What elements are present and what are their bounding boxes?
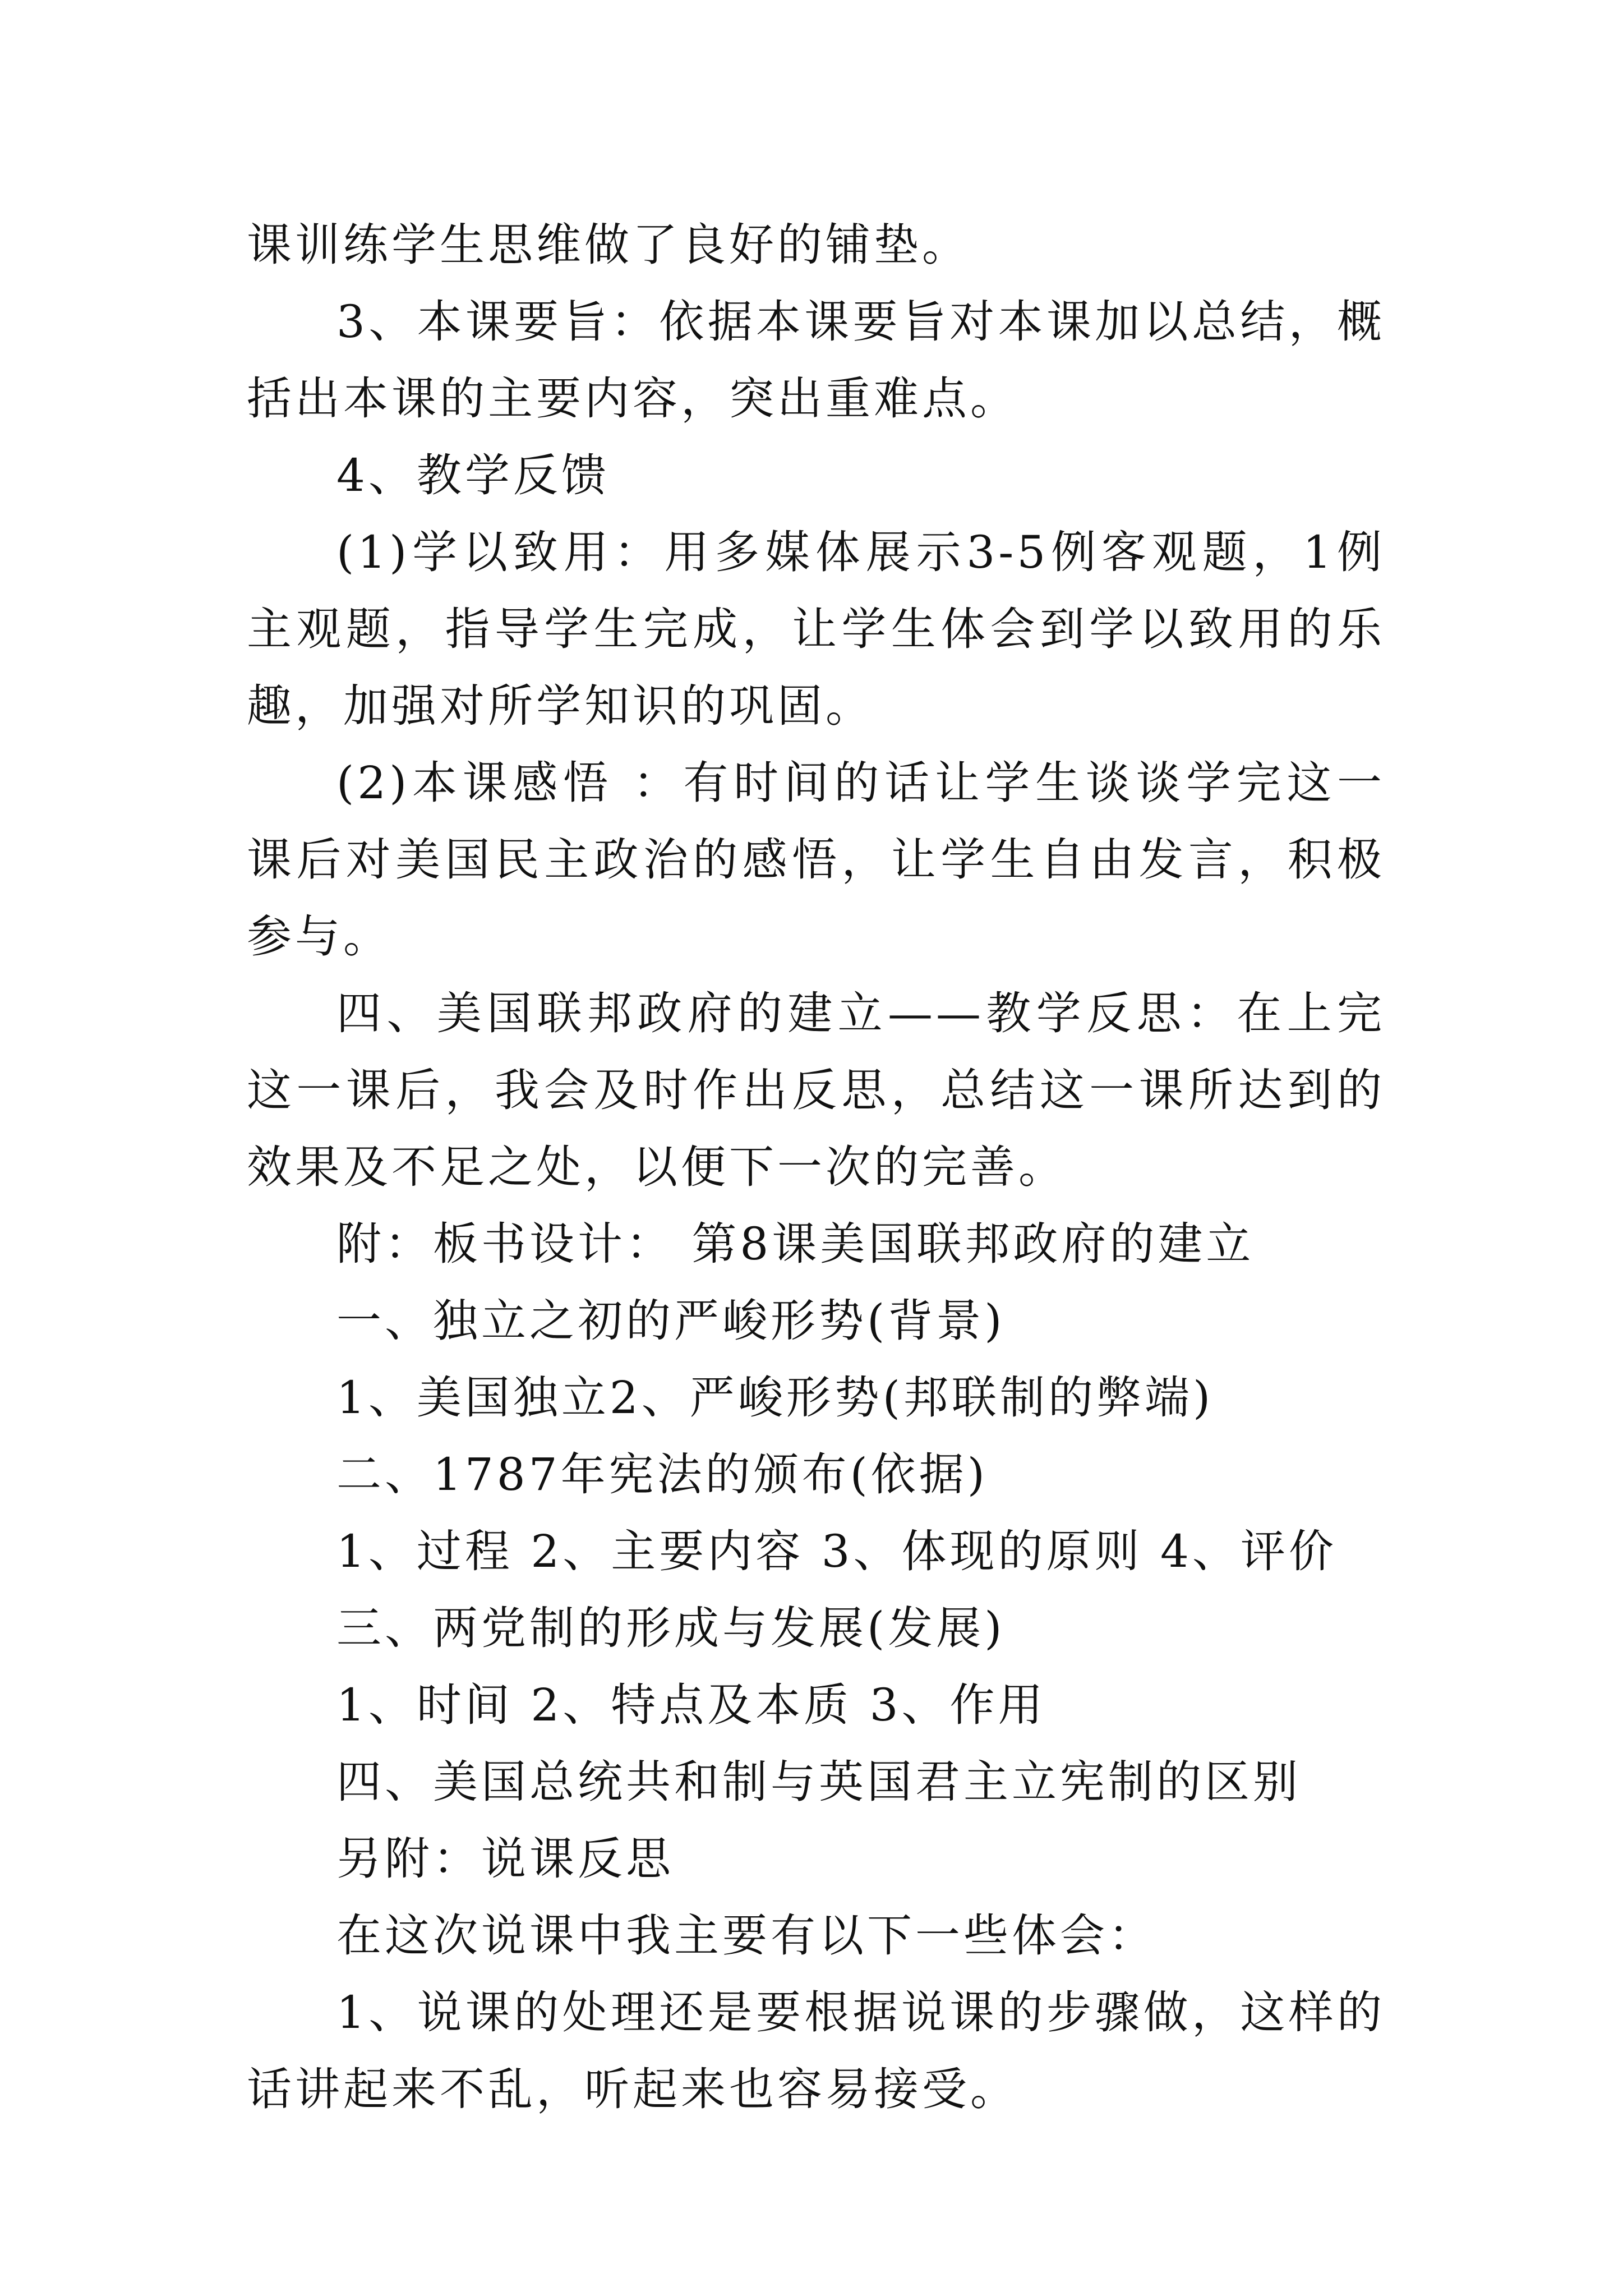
paragraph: 三、两党制的形成与发展(发展): [336, 1602, 1006, 1654]
paragraph: 附：板书设计： 第8课美国联邦政府的建立: [336, 1218, 1255, 1270]
paragraph: (2)本课感悟 ：有时间的话让学生谈谈学完这一课后对美国民主政治的感悟，让学生自由发言，积极参与。: [247, 757, 1385, 963]
paragraph: 一、独立之初的严峻形势(背景): [336, 1295, 1006, 1347]
paragraph: (1)学以致用：用多媒体展示3-5例客观题，1例主观题，指导学生完成，让学生体会到学以致用的乐趣，加强对所学知识的巩固。: [247, 526, 1385, 732]
paragraph: 四、美国联邦政府的建立——教学反思：在上完这一课后，我会及时作出反思，总结这一课所达到的效果及不足之处，以便下一次的完善。: [247, 987, 1385, 1193]
paragraph: 课训练学生思维做了良好的铺垫。: [247, 219, 970, 271]
paragraph: 3、本课要旨：依据本课要旨对本课加以总结，概括出本课的主要内容，突出重难点。: [247, 296, 1385, 425]
paragraph: 1、时间 2、特点及本质 3、作用: [336, 1679, 1046, 1731]
paragraph: 另附：说课反思: [336, 1833, 674, 1885]
paragraph: 四、美国总统共和制与英国君主立宪制的区别: [336, 1756, 1301, 1808]
paragraph: 4、教学反馈: [336, 449, 610, 501]
paragraph: 1、说课的处理还是要根据说课的步骤做，这样的话讲起来不乱，听起来也容易接受。: [247, 1986, 1385, 2115]
paragraph: 1、美国独立2、严峻形势(邦联制的弊端): [336, 1372, 1214, 1424]
paragraph: 1、过程 2、主要内容 3、体现的原则 4、评价: [336, 1525, 1337, 1577]
paragraph: 在这次说课中我主要有以下一些体会：: [336, 1910, 1156, 1962]
document-body: [247, 206, 1385, 2128]
paragraph: 二、1787年宪法的颁布(依据): [336, 1448, 989, 1501]
